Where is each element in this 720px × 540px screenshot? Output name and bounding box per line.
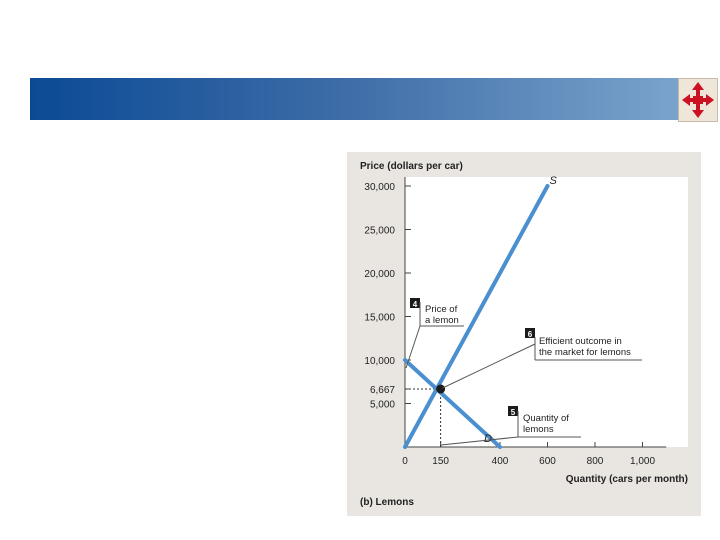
annotation-text-6: Efficient outcome in bbox=[539, 336, 622, 347]
annotation-number-4: 4 bbox=[412, 300, 418, 309]
four-way-arrow-icon[interactable] bbox=[678, 78, 718, 122]
y-tick-label: 25,000 bbox=[364, 225, 395, 237]
y-tick-label: 30,000 bbox=[364, 182, 395, 193]
annotation-text-5: lemons bbox=[523, 424, 554, 435]
y-tick-label: 20,000 bbox=[364, 269, 395, 280]
y-tick-label: 5,000 bbox=[369, 399, 395, 411]
annotation-number-5: 5 bbox=[510, 408, 516, 417]
x-tick-label: 1,000 bbox=[629, 456, 656, 467]
annotation-text-4: Price of bbox=[425, 304, 458, 315]
equilibrium-point bbox=[436, 384, 445, 393]
annotation-number-6: 6 bbox=[527, 330, 533, 339]
y-tick-label: 10,000 bbox=[364, 356, 395, 367]
series-label-D: D bbox=[484, 433, 492, 445]
annotation-text-6: the market for lemons bbox=[539, 347, 631, 358]
chart-figure bbox=[347, 152, 701, 516]
x-tick-label: 0 bbox=[402, 456, 408, 467]
x-axis-label: Quantity (cars per month) bbox=[565, 474, 688, 485]
y-tick-label: 15,000 bbox=[364, 312, 395, 324]
x-tick-label: 400 bbox=[491, 456, 509, 467]
figure-caption: (b) Lemons bbox=[360, 497, 414, 508]
x-tick-label: 150 bbox=[432, 456, 449, 467]
annotation-text-5: Quantity of bbox=[523, 413, 569, 424]
x-tick-label: 600 bbox=[539, 456, 556, 467]
x-tick-label: 800 bbox=[586, 456, 604, 467]
y-tick-label: 6,667 bbox=[369, 384, 395, 396]
series-label-S: S bbox=[549, 175, 557, 187]
y-axis-label: Price (dollars per car) bbox=[360, 161, 463, 172]
annotation-text-4: a lemon bbox=[425, 315, 459, 326]
title-bar bbox=[30, 78, 678, 120]
